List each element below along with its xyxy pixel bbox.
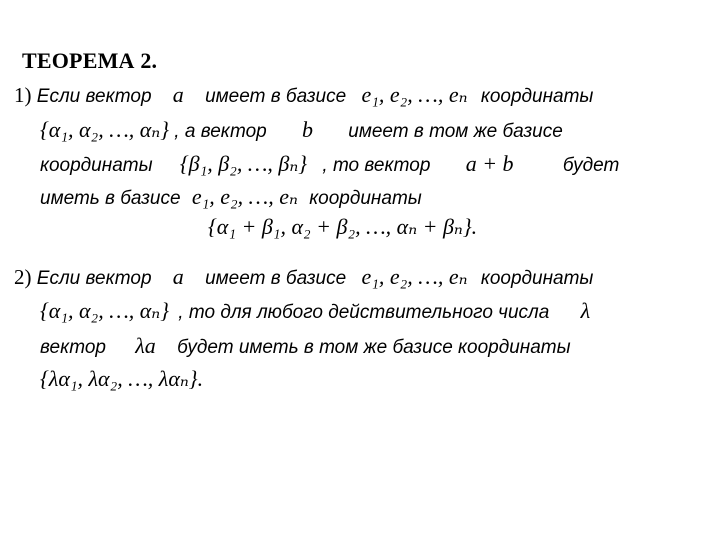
- math-sum-coords: {α₁ + β₁, α₂ + β₂, …, αₙ + βₙ}.: [208, 214, 478, 239]
- item1-line3: [40, 151, 619, 177]
- item1-text-b: имеет в базисе: [205, 86, 347, 107]
- item2-text-d: , то для любого действительного числа: [178, 302, 550, 323]
- item1-number: 1): [14, 83, 32, 107]
- theorem-title: ТЕОРЕМА 2.: [22, 48, 158, 73]
- item2-text-a: Если вектор: [36, 268, 152, 289]
- item1-line1: [14, 82, 593, 108]
- math-basis-3: e₁, e₂, …, eₙ: [361, 264, 468, 289]
- math-a-2: a: [172, 264, 184, 289]
- item1-text-a: Если вектор: [36, 86, 152, 107]
- math-lambda-coords: {λα₁, λα₂, …, λαₙ}.: [40, 366, 204, 391]
- item2-text-e: вектор: [40, 337, 106, 358]
- item2-line2: [40, 298, 590, 324]
- item1-text-c: координаты: [480, 86, 594, 107]
- math-beta-coords: {β₁, β₂, …, βₙ}: [179, 151, 308, 176]
- item2-line3: [40, 333, 571, 359]
- math-lambda-a: λa: [135, 333, 156, 358]
- item1-text-i: иметь в базисе: [40, 188, 181, 209]
- item2-text-c: координаты: [480, 268, 594, 289]
- math-a-plus-b: a + b: [465, 151, 514, 176]
- math-basis-2: e₁, e₂, …, eₙ: [191, 184, 298, 209]
- item1-text-f: координаты: [40, 155, 153, 176]
- item2-line1: [14, 264, 593, 290]
- math-alpha-coords-1: {α₁, α₂, …, αₙ}: [40, 117, 170, 142]
- math-b: b: [301, 117, 313, 142]
- item1-line5: [208, 214, 477, 240]
- item1-text-d: , а вектор: [174, 121, 267, 142]
- item1-line2: [40, 117, 563, 143]
- item2-text-f: будет иметь в том же базисе координаты: [177, 337, 571, 358]
- item2-number: 2): [14, 265, 32, 289]
- item1-text-j: координаты: [309, 188, 422, 209]
- math-basis-1: e₁, e₂, …, eₙ: [361, 82, 468, 107]
- item1-line4: [40, 184, 422, 210]
- math-a: a: [172, 82, 184, 107]
- item1-text-e: имеет в том же базисе: [348, 121, 563, 142]
- math-alpha-coords-2: {α₁, α₂, …, αₙ}: [40, 298, 170, 323]
- math-lambda: λ: [580, 298, 591, 323]
- item2-text-b: имеет в базисе: [205, 268, 347, 289]
- item1-text-g: , то вектор: [322, 155, 431, 176]
- item2-line4: [40, 366, 203, 392]
- item1-text-h: будет: [562, 155, 620, 176]
